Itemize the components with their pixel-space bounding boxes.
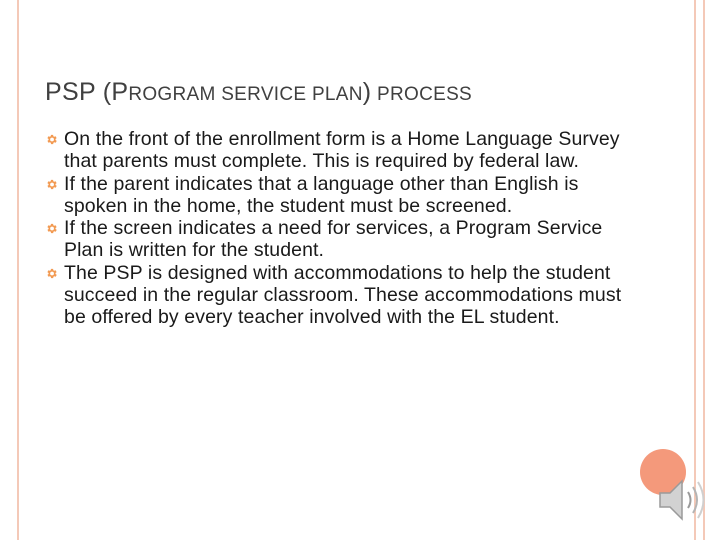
bullet-item (45, 262, 625, 329)
bullet-list (45, 128, 625, 329)
slide-title (45, 78, 472, 107)
bullet-text: The PSP is designed with accommodations to help the student succeed in the regular classroom. These accommodations must be offered by every teacher involved with the EL student. (64, 261, 622, 329)
gear-icon (45, 267, 58, 280)
bullet-text: On the front of the enrollment form is a Home Language Survey that parents must complete. This is required by federal law. (64, 128, 620, 173)
left-border-line (17, 0, 19, 540)
title-part: ROGRAM SERVICE PLAN (128, 84, 363, 105)
bullet-text: If the screen indicates a need for services, a Program Service Plan is written for the student. (64, 217, 603, 262)
gear-icon (45, 133, 58, 146)
gear-icon (45, 222, 58, 235)
bullet-item (45, 128, 625, 173)
right-border-line-outer (703, 0, 705, 540)
bullet-item (45, 173, 625, 218)
gear-icon (45, 178, 58, 191)
bullet-item (45, 217, 625, 262)
title-part: PSP (P (45, 78, 129, 106)
title-part: ) (362, 78, 372, 106)
speaker-icon[interactable] (656, 473, 710, 527)
right-border-line (694, 0, 696, 540)
title-part: PROCESS (371, 84, 473, 105)
bullet-text: If the parent indicates that a language other than English is spoken in the home, the student must be screened. (64, 172, 579, 217)
